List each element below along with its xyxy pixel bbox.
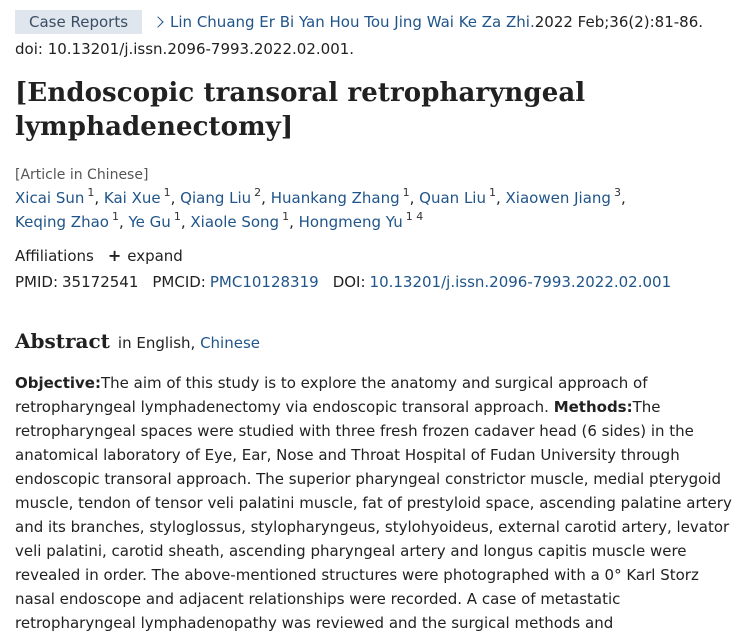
pmid-label: PMID: bbox=[15, 273, 59, 291]
affiliations-row bbox=[15, 245, 735, 267]
abstract-language bbox=[118, 334, 260, 352]
author-separator: , bbox=[289, 213, 299, 231]
publication-date: 2022 Feb;36(2):81-86. bbox=[534, 13, 704, 31]
objective-text: The aim of this study is to explore the anatomy and surgical approach of retropharyngeal lymphadenectomy via endoscopic transoral approach. bbox=[15, 374, 648, 416]
author-link[interactable]: Kai Xue bbox=[103, 189, 161, 207]
author-link[interactable]: Huankang Zhang bbox=[270, 189, 400, 207]
author-affiliation-number[interactable]: 3 bbox=[613, 186, 621, 199]
abstract-body bbox=[15, 371, 735, 635]
author-affiliation-number[interactable]: 1 bbox=[282, 210, 290, 223]
affiliations-label: Affiliations bbox=[15, 247, 94, 265]
author-separator: , bbox=[170, 189, 181, 207]
author-separator: , bbox=[620, 189, 626, 207]
methods-label: Methods: bbox=[553, 398, 633, 416]
pmid-value: 35172541 bbox=[62, 273, 139, 291]
abstract-heading-row bbox=[15, 329, 735, 357]
author-affiliation-number[interactable]: 1 bbox=[488, 186, 496, 199]
author-affiliation-number[interactable]: 1 bbox=[87, 186, 95, 199]
abstract-language-chinese-link[interactable]: Chinese bbox=[200, 334, 261, 352]
author-affiliation-number[interactable]: 1 bbox=[173, 210, 181, 223]
citation-doi: doi: 10.13201/j.issn.2096-7993.2022.02.001. bbox=[15, 40, 355, 58]
pmcid-link[interactable]: PMC10128319 bbox=[209, 273, 319, 291]
author-link[interactable]: Xiaole Song bbox=[190, 213, 280, 231]
author-link[interactable]: Keqing Zhao bbox=[15, 213, 109, 231]
author-affiliation-number[interactable]: 2 bbox=[254, 186, 262, 199]
objective-label: Objective: bbox=[15, 374, 101, 392]
doi-link[interactable]: 10.13201/j.issn.2096-7993.2022.02.001 bbox=[369, 273, 672, 291]
plus-icon[interactable]: + bbox=[107, 246, 122, 265]
author-link[interactable]: Hongmeng Yu bbox=[298, 213, 403, 231]
author-separator: , bbox=[261, 189, 271, 207]
author-affiliation-number[interactable]: 1 bbox=[111, 210, 119, 223]
doi-label: DOI: bbox=[332, 273, 366, 291]
chevron-right-icon bbox=[152, 16, 163, 27]
author-separator: , bbox=[180, 213, 191, 231]
author-separator: , bbox=[409, 189, 420, 207]
abstract-language-english: in English, bbox=[117, 334, 196, 352]
author-link[interactable]: Xiaowen Jiang bbox=[505, 189, 611, 207]
author-link[interactable]: Ye Gu bbox=[128, 213, 171, 231]
identifier-row bbox=[15, 271, 735, 293]
author-affiliation-number[interactable]: 1 4 bbox=[405, 210, 424, 223]
publication-type-badge[interactable]: Case Reports bbox=[15, 10, 142, 34]
author-affiliation-number[interactable]: 1 bbox=[402, 186, 410, 199]
author-list bbox=[15, 186, 735, 234]
language-note: [Article in Chinese] bbox=[15, 167, 149, 183]
abstract-heading: Abstract bbox=[15, 329, 110, 353]
author-affiliation-number[interactable]: 1 bbox=[163, 186, 171, 199]
author-link[interactable]: Quan Liu bbox=[419, 189, 486, 207]
article-header bbox=[15, 9, 735, 635]
article-title: [Endoscopic transoral retropharyngeal lymphadenectomy] bbox=[15, 78, 586, 142]
author-separator: , bbox=[118, 213, 129, 231]
author-separator: , bbox=[495, 189, 506, 207]
author-link[interactable]: Xicai Sun bbox=[15, 189, 85, 207]
journal-link[interactable]: Lin Chuang Er Bi Yan Hou Tou Jing Wai Ke Za Zhi. bbox=[170, 13, 535, 31]
citation-line bbox=[15, 9, 735, 35]
methods-text: The retropharyngeal spaces were studied with three fresh frozen cadaver head (6 sides) in the anatomical laboratory of Eye, Ear, Nose and Throat Hospital of Fudan University through endoscopic transoral approach. The superior pharyngeal constrictor muscle, medial pterygoid muscle, tendon of tensor veli palatini muscle, fat of prestyloid space, ascending palatine artery and its branches, styloglossus, stylopharyngeus, stylohyoideus, external carotid artery, levator veli palatini, carotid sheath, ascending pharyngeal artery and longus capitis muscle were revealed in order. The above-mentioned structures were photographed with a 0° Karl Storz nasal endoscope and adjacent relationships were recorded. A case of metastatic retropharyngeal lymphadenopathy was reviewed and the surgical methods and bbox=[15, 398, 732, 632]
author-separator: , bbox=[94, 189, 104, 207]
author-link[interactable]: Qiang Liu bbox=[180, 189, 252, 207]
pmcid-label: PMCID: bbox=[152, 273, 206, 291]
expand-affiliations-button[interactable]: expand bbox=[127, 247, 183, 265]
